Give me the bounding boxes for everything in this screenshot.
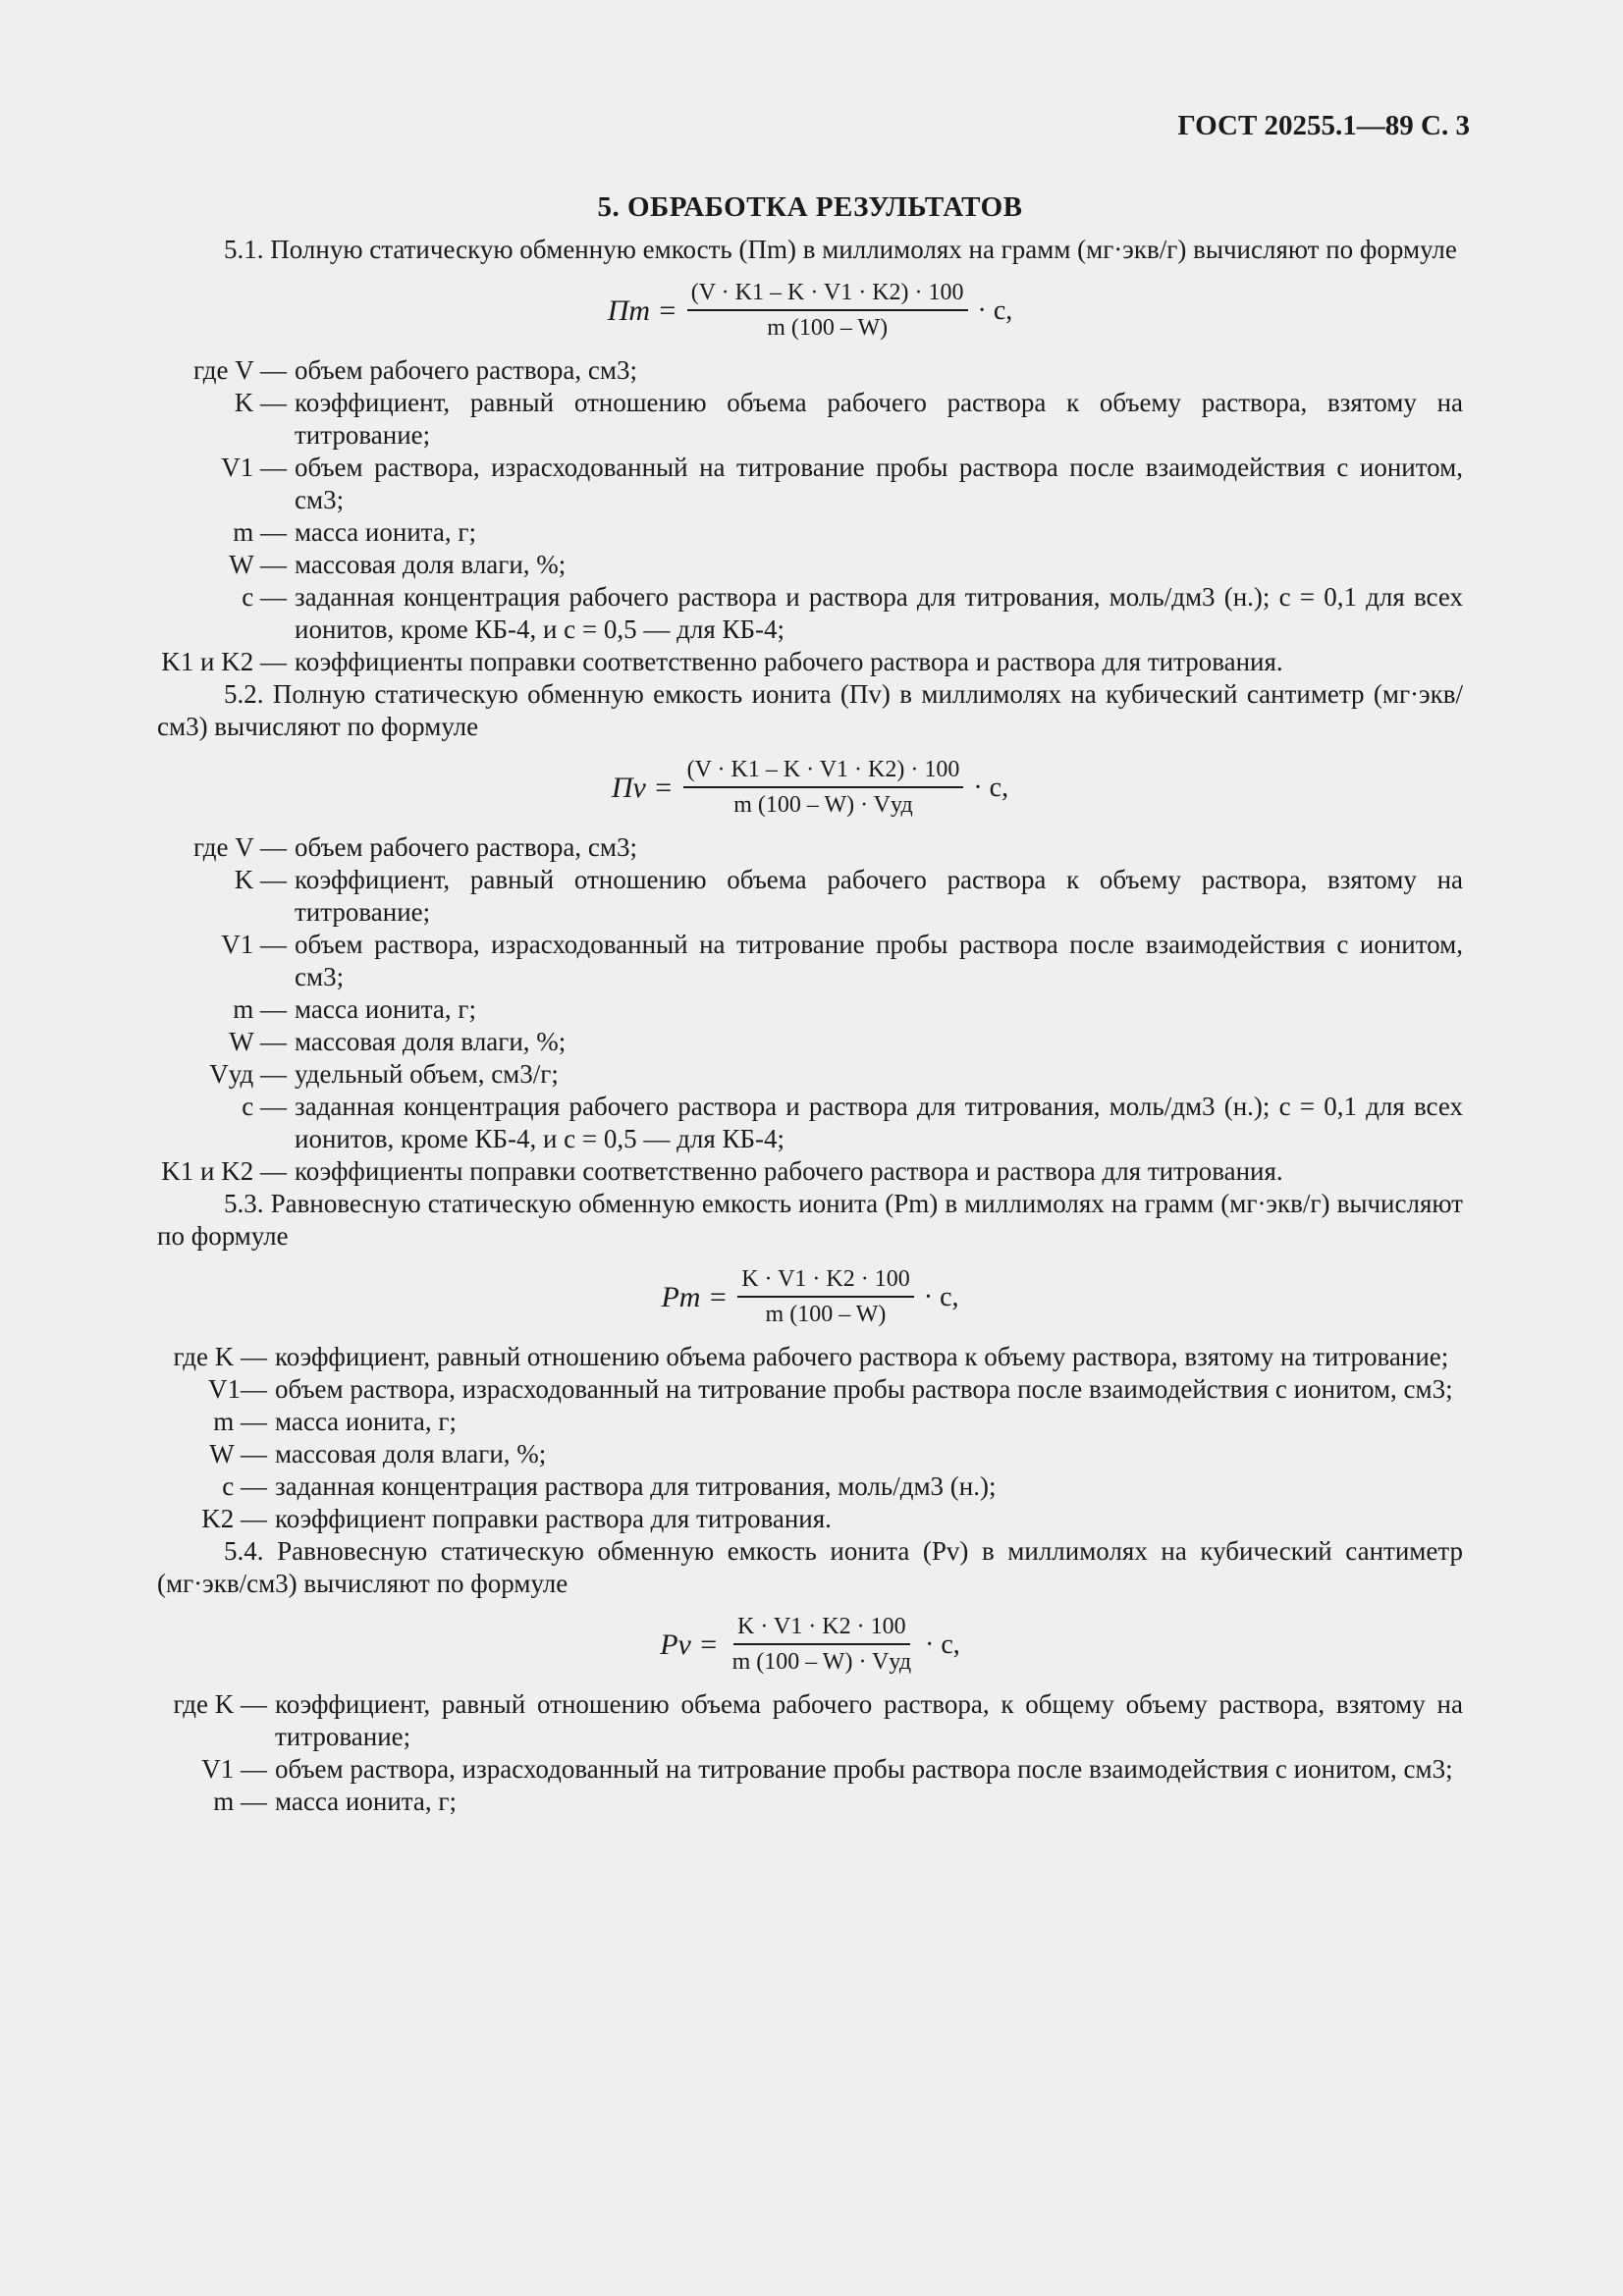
definition-item: [157, 452, 1463, 516]
definition-text: масса ионита, г;: [275, 1407, 457, 1436]
section-title: 5. ОБРАБОТКА РЕЗУЛЬТАТОВ: [597, 191, 1023, 223]
definition-symbol: m —: [213, 1787, 267, 1816]
definition-symbol: V1 —: [221, 930, 287, 959]
definition-item: [157, 1753, 1463, 1786]
formula-lhs: Пv =: [611, 771, 674, 804]
definitions-5-1: [157, 354, 1463, 678]
definition-item: [157, 1470, 1463, 1503]
definition-symbol: m —: [213, 1407, 267, 1436]
definition-text: заданная концентрация рабочего раствора и раствора для титрования, моль/дм3 (н.); c = 0,1 для всех ионитов, кроме КБ-4, и c = 0,5 — для КБ-4;: [295, 1092, 1463, 1153]
definition-symbol: K2 —: [201, 1504, 267, 1533]
definition-text: удельный объем, см3/г;: [295, 1059, 559, 1089]
definition-text: массовая доля влаги, %;: [295, 1027, 567, 1056]
definition-item: [157, 1503, 1463, 1535]
formula-fraction: [729, 1612, 915, 1677]
definition-text: объем раствора, израсходованный на титрование пробы раствора после взаимодействия с ионитом, см3;: [295, 930, 1463, 991]
formula-rhs: · c,: [973, 772, 1009, 803]
definition-symbol: где K —: [173, 1342, 267, 1371]
definition-item: [157, 929, 1463, 993]
formula-fraction: [737, 1264, 914, 1329]
definition-symbol: W —: [229, 550, 287, 579]
page-content: [157, 191, 1463, 1818]
definition-item: [157, 1688, 1463, 1753]
definition-text: масса ионита, г;: [275, 1787, 457, 1816]
definition-symbol: K1 и K2 —: [161, 647, 287, 676]
definition-item: [157, 1091, 1463, 1155]
formula-5-1: [157, 278, 1463, 343]
definition-symbol: V1—: [208, 1374, 267, 1404]
definition-text: объем раствора, израсходованный на титрование пробы раствора после взаимодействия с ионитом, см3;: [295, 453, 1463, 514]
definition-item: [157, 549, 1463, 581]
definition-item: [157, 387, 1463, 452]
definition-text: объем раствора, израсходованный на титрование пробы раствора после взаимодействия с ионитом, см3;: [275, 1754, 1453, 1784]
paragraph-5-3: 5.3. Равновесную статическую обменную емкость ионита (Pm) в миллимолях на грамм (мг·экв/г) вычисляют по формуле: [157, 1189, 1463, 1251]
definition-text: коэффициент, равный отношению объема рабочего раствора к объему раствора, взятому на титрование;: [275, 1342, 1449, 1371]
definition-text: объем рабочего раствора, см3;: [295, 832, 637, 862]
definition-symbol: K1 и K2 —: [161, 1156, 287, 1186]
definition-text: коэффициент поправки раствора для титрования.: [275, 1504, 832, 1533]
definition-text: массовая доля влаги, %;: [295, 550, 567, 579]
definition-item: [157, 1058, 1463, 1091]
formula-lhs: Пm =: [607, 294, 677, 327]
definition-symbol: где V —: [193, 832, 287, 862]
formula-fraction: [683, 755, 964, 820]
definition-item: [157, 1438, 1463, 1470]
definition-text: заданная концентрация раствора для титрования, моль/дм3 (н.);: [275, 1471, 997, 1501]
definition-item: [157, 1786, 1463, 1818]
definition-text: коэффициент, равный отношению объема рабочего раствора, к общему объему раствора, взятому на титрование;: [275, 1689, 1463, 1751]
definition-text: масса ионита, г;: [295, 994, 476, 1024]
definition-item: [157, 1026, 1463, 1058]
definition-item: [157, 1155, 1463, 1188]
definition-text: массовая доля влаги, %;: [275, 1439, 547, 1468]
definition-symbol: W —: [229, 1027, 287, 1056]
definition-symbol: V1 —: [201, 1754, 267, 1784]
formula-rhs: · c,: [977, 294, 1013, 326]
formula-numerator: (V · K1 – K · V1 · K2) · 100: [687, 278, 968, 311]
definitions-5-3: [157, 1341, 1463, 1535]
definition-symbol: где V —: [193, 355, 287, 385]
definition-symbol: c —: [242, 582, 287, 612]
formula-fraction: [687, 278, 968, 343]
formula-numerator: K · V1 · K2 · 100: [733, 1612, 910, 1645]
definitions-5-2: [157, 831, 1463, 1188]
formula-denominator: m (100 – W) · Vуд: [731, 1649, 912, 1675]
definition-item: [157, 581, 1463, 646]
definition-text: коэффициенты поправки соответственно рабочего раствора и раствора для титрования.: [295, 1156, 1283, 1186]
definition-symbol: c —: [242, 1092, 287, 1121]
definition-text: коэффициент, равный отношению объема рабочего раствора к объему раствора, взятому на титрование;: [295, 388, 1463, 450]
definition-symbol: m —: [233, 517, 287, 547]
definition-item: [157, 1373, 1463, 1406]
definition-text: масса ионита, г;: [295, 517, 476, 547]
definition-text: объем рабочего раствора, см3;: [295, 355, 637, 385]
definition-item: [157, 864, 1463, 929]
definition-item: [157, 1406, 1463, 1438]
definition-symbol: m —: [233, 994, 287, 1024]
formula-5-2: [157, 755, 1463, 820]
definition-item: [157, 831, 1463, 864]
formula-5-3: [157, 1264, 1463, 1329]
definition-item: [157, 1341, 1463, 1373]
definition-item: [157, 354, 1463, 387]
formula-denominator: m (100 – W): [767, 315, 889, 341]
definition-item: [157, 646, 1463, 678]
definition-text: заданная концентрация рабочего раствора и раствора для титрования, моль/дм3 (н.); c = 0,1 для всех ионитов, кроме КБ-4, и c = 0,5 — для КБ-4;: [295, 582, 1463, 644]
formula-5-4: [157, 1612, 1463, 1677]
definition-symbol: K —: [234, 865, 287, 894]
definition-item: [157, 993, 1463, 1026]
definition-text: коэффициенты поправки соответственно рабочего раствора и раствора для титрования.: [295, 647, 1283, 676]
page-header: ГОСТ 20255.1—89 С. 3: [1177, 110, 1470, 141]
definition-symbol: V1 —: [221, 453, 287, 482]
formula-lhs: Pv =: [660, 1628, 719, 1661]
formula-denominator: m (100 – W) · Vуд: [733, 792, 913, 818]
formula-rhs: · c,: [923, 1281, 959, 1312]
definition-symbol: W —: [209, 1439, 267, 1468]
formula-numerator: (V · K1 – K · V1 · K2) · 100: [683, 755, 964, 788]
definition-item: [157, 516, 1463, 549]
paragraph-5-4: 5.4. Равновесную статическую обменную емкость ионита (Pv) в миллимолях на кубический сантиметр (мг·экв/см3) вычисляют по формуле: [157, 1536, 1463, 1598]
paragraph-5-2: 5.2. Полную статическую обменную емкость ионита (Пv) в миллимолях на кубический сантиметр (мг·экв/см3) вычисляют по формуле: [157, 679, 1463, 741]
formula-lhs: Pm =: [661, 1280, 729, 1313]
formula-denominator: m (100 – W): [765, 1302, 887, 1327]
definition-text: объем раствора, израсходованный на титрование пробы раствора после взаимодействия с ионитом, см3;: [275, 1374, 1453, 1404]
definitions-5-4: [157, 1688, 1463, 1818]
definition-symbol: где K —: [173, 1689, 267, 1719]
definition-symbol: Vуд —: [209, 1059, 287, 1089]
formula-numerator: K · V1 · K2 · 100: [737, 1264, 914, 1298]
paragraph-5-1: 5.1. Полную статическую обменную емкость (Пm) в миллимолях на грамм (мг·экв/г) вычисляют по формуле: [224, 235, 1457, 264]
formula-rhs: · c,: [925, 1629, 960, 1660]
definition-symbol: c —: [222, 1471, 267, 1501]
definition-symbol: K —: [234, 388, 287, 417]
definition-text: коэффициент, равный отношению объема рабочего раствора к объему раствора, взятому на титрование;: [295, 865, 1463, 927]
